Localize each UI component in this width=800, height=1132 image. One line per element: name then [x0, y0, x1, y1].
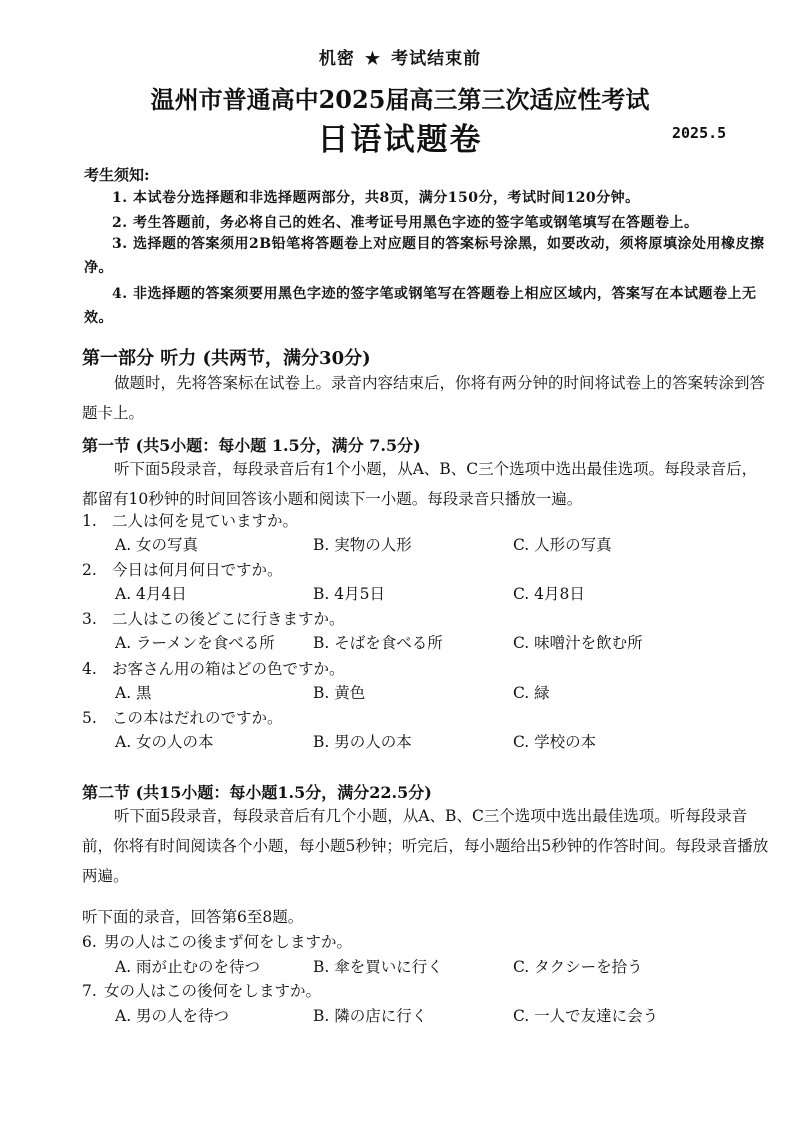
option-c[interactable]: C. 味噌汁を飲む所 — [513, 634, 643, 652]
question-3 — [82, 607, 345, 629]
confidential-left: 机密 — [318, 49, 355, 69]
question-number: 1. — [82, 512, 97, 530]
option-c[interactable]: C. 緑 — [513, 684, 550, 702]
option-a[interactable]: A. ラーメンを食べる所 — [115, 634, 275, 652]
question-number: 2. — [82, 561, 97, 579]
option-b[interactable]: B. 実物の人形 — [313, 536, 412, 554]
exam-title: 温州市普通高中2025届高三第三次适应性考试 — [150, 85, 650, 114]
star-icon: ★ — [364, 49, 382, 69]
exam-subtitle: 日语试题卷 — [317, 122, 483, 158]
section1-heading: 第一节 (共5小题：每小题 1.5分，满分 7.5分) — [82, 436, 421, 455]
question-text: 男の人はこの後まず何をしますか。 — [104, 933, 353, 951]
question-6 — [82, 930, 352, 952]
option-c[interactable]: C. 一人で友達に会う — [513, 1007, 659, 1025]
option-b[interactable]: B. 男の人の本 — [313, 733, 412, 751]
question-number: 5. — [82, 709, 97, 727]
option-b[interactable]: B. 隣の店に行く — [313, 1007, 428, 1025]
option-b[interactable]: B. 傘を買いに行く — [313, 958, 443, 976]
confidential-line — [0, 44, 800, 69]
option-a[interactable]: A. 黒 — [115, 684, 152, 702]
option-a[interactable]: A. 男の人を待つ — [115, 1007, 230, 1025]
question-number: 4. — [82, 660, 97, 678]
question-text: 二人はこの後どこに行きますか。 — [112, 610, 345, 628]
option-c[interactable]: C. 4月8日 — [513, 585, 585, 603]
question-text: 二人は何を見ていますか。 — [112, 512, 299, 530]
part1-heading: 第一部分 听力 (共两节，满分30分) — [82, 348, 371, 369]
notice-item: 3. 选择题的答案须用2B铅笔将答题卷上对应题目的答案标号涂黑，如要改动，须将原填涂处用橡皮擦净。 — [84, 236, 765, 276]
option-a[interactable]: A. 女の人の本 — [115, 733, 214, 751]
question-text: 女の人はこの後何をしますか。 — [104, 982, 322, 1000]
question-7 — [82, 979, 321, 1001]
question-1 — [82, 509, 298, 531]
notice-heading: 考生须知: — [84, 166, 150, 184]
option-c[interactable]: C. タクシーを拾う — [513, 958, 643, 976]
option-b[interactable]: B. 4月5日 — [313, 585, 385, 603]
option-a[interactable]: A. 雨が止むのを待つ — [115, 958, 261, 976]
section2-intro: 听下面5段录音，每段录音后有几个小题，从A、B、C三个选项中选出最佳选项。听每段录音前，你将有时间阅读各个小题，每小题5秒钟；听完后，每小题给出5秒钟的作答时间。每段录音播放两遍。 — [82, 807, 769, 885]
question-number: 6. — [82, 933, 97, 951]
section2-heading: 第二节 (共15小题：每小题1.5分，满分22.5分) — [82, 783, 432, 802]
question-4 — [82, 657, 345, 679]
option-b[interactable]: B. そばを食べる所 — [313, 634, 443, 652]
question-text: お客さん用の箱はどの色ですか。 — [112, 660, 345, 678]
question-number: 7. — [82, 982, 97, 1000]
option-b[interactable]: B. 黄色 — [313, 684, 366, 702]
question-5 — [82, 706, 283, 728]
question-2 — [82, 558, 283, 580]
exam-date: 2025.5 — [672, 124, 727, 142]
notice-item: 4. 非选择题的答案须要用黑色字迹的签字笔或钢笔写在答题卷上相应区域内，答案写在本试题卷上无效。 — [84, 286, 757, 326]
option-c[interactable]: C. 学校の本 — [513, 733, 597, 751]
section2-sub-intro: 听下面的录音，回答第6至8题。 — [82, 908, 304, 926]
question-text: この本はだれのですか。 — [112, 709, 283, 727]
notice-item: 2. 考生答题前，务必将自己的姓名、准考证号用黑色字迹的签字笔或钢笔填写在答题卷上。 — [112, 215, 699, 231]
confidential-right: 考试结束前 — [391, 49, 482, 69]
section1-intro: 听下面5段录音，每段录音后有1个小题，从A、B、C三个选项中选出最佳选项。每段录音后，都留有10秒钟的时间回答该小题和阅读下一小题。每段录音只播放一遍。 — [82, 460, 758, 508]
question-number: 3. — [82, 610, 97, 628]
option-c[interactable]: C. 人形の写真 — [513, 536, 612, 554]
option-a[interactable]: A. 女の写真 — [115, 536, 199, 554]
notice-item: 1. 本试卷分选择题和非选择题两部分，共8页，满分150分，考试时间120分钟。 — [112, 190, 640, 206]
option-a[interactable]: A. 4月4日 — [115, 585, 187, 603]
part1-intro: 做题时，先将答案标在试卷上。录音内容结束后，你将有两分钟的时间将试卷上的答案转涂到答题卡上。 — [82, 374, 766, 422]
question-text: 今日は何月何日ですか。 — [112, 561, 283, 579]
